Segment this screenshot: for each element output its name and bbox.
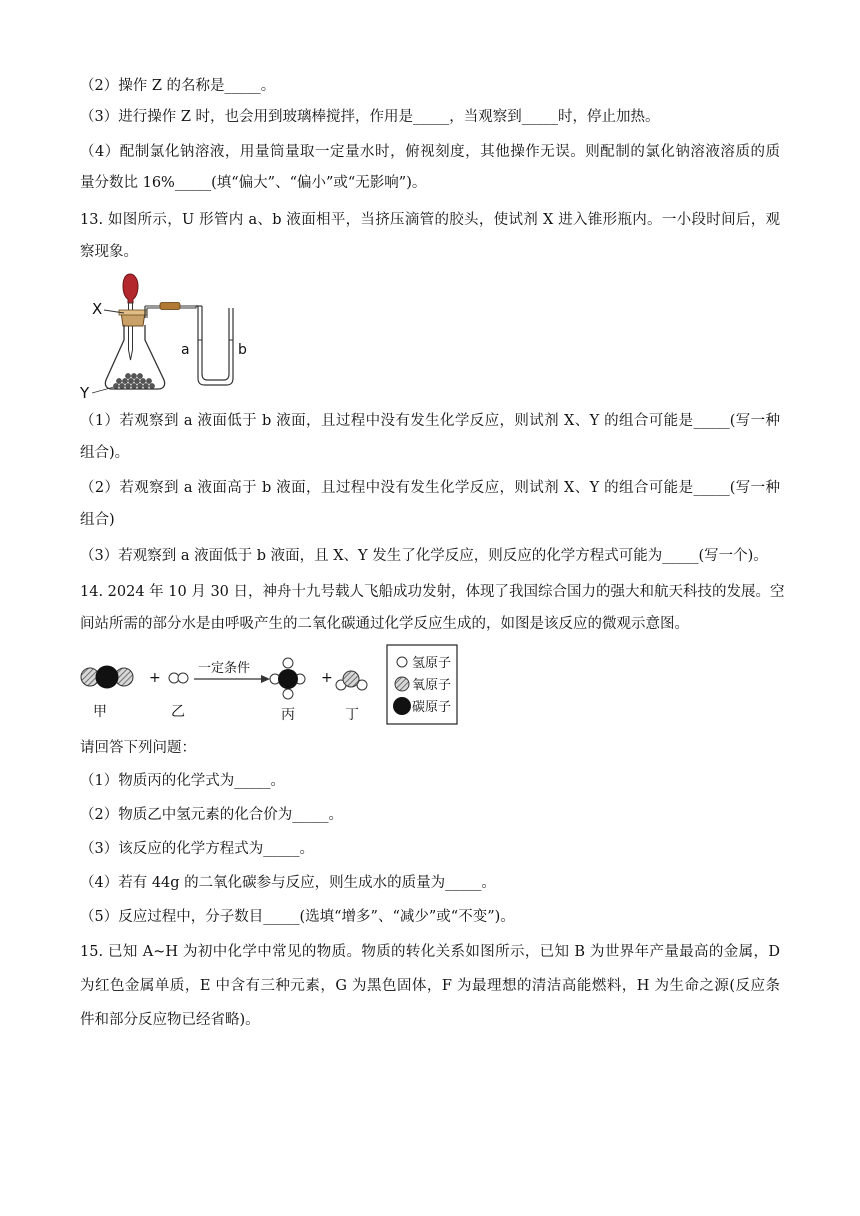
q13-part1-line1: （1）若观察到 a 液面低于 b 液面，且过程中没有发生化学反应，则试剂 X、Y 的组合可能是_____(写一种: [80, 413, 780, 429]
q14-stem-line1: 14. 2024 年 10 月 30 日，神舟十九号载人飞船成功发射，体现了我国综合国力的强大和航天科技的发展。空: [80, 584, 785, 600]
q13-part1-line2: 组合)。: [80, 445, 130, 461]
molecule-ding: [336, 671, 367, 690]
reaction-condition: 一定条件: [198, 661, 251, 676]
q14-part3: （3）该反应的化学方程式为_____。: [80, 841, 314, 857]
q14-part4: （4）若有 44g 的二氧化碳参与反应，则生成水的质量为_____。: [80, 875, 496, 891]
q14-part1: （1）物质丙的化学式为_____。: [80, 773, 285, 789]
label-yi: 乙: [171, 704, 185, 720]
reaction-micro-diagram: [78, 644, 462, 730]
q13-stem-line1: 13. 如图所示，U 形管内 a、b 液面相平，当挤压滴管的胶头，使试剂 X 进入锥形瓶内。一小段时间后，观: [80, 212, 780, 228]
label-y: Y: [80, 384, 90, 402]
label-jia: 甲: [93, 704, 107, 720]
q14-stem-line2: 间站所需的部分水是由呼吸产生的二氧化碳通过化学反应生成的，如图是该反应的微观示意图。: [80, 616, 689, 632]
q12-part4-line1: （4）配制氯化钠溶液，用量筒量取一定量水时，俯视刻度，其他操作无误。则配制的氯化钠溶液溶质的质: [80, 144, 780, 160]
oxygen-legend-icon: [395, 677, 409, 691]
q15-line1: 15. 已知 A~H 为初中化学中常见的物质。物质的转化关系如图所示，已知 B 为世界年产量最高的金属，D: [80, 944, 780, 960]
label-bing: 丙: [281, 707, 295, 723]
flask-u-tube-figure: [78, 268, 258, 404]
q15-line3: 件和部分反应物已经省略)。: [80, 1012, 260, 1028]
q12-part3: （3）进行操作 Z 时，也会用到玻璃棒搅拌，作用是_____，当观察到_____时，停止加热。: [80, 109, 660, 125]
q13-part2-line1: （2）若观察到 a 液面高于 b 液面，且过程中没有发生化学反应，则试剂 X、Y 的组合可能是_____(写一种: [80, 480, 780, 496]
hydrogen-legend-icon: [397, 657, 407, 667]
q13-part3: （3）若观察到 a 液面低于 b 液面，且 X、Y 发生了化学反应，则反应的化学方程式可能为_____(写一个)。: [80, 548, 768, 564]
legend-oxygen: 氧原子: [412, 678, 452, 693]
q12-part4-line2: 量分数比 16%_____(填“偏大”、“偏小”或“无影响”)。: [80, 175, 427, 191]
molecule-yi: [169, 673, 188, 683]
label-b: b: [238, 342, 247, 358]
plus-sign-2: +: [321, 670, 333, 686]
carbon-legend-icon: [393, 697, 411, 715]
q13-part2-line2: 组合): [80, 512, 115, 528]
legend-hydrogen: 氢原子: [412, 656, 452, 671]
q14-prompt: 请回答下列问题：: [80, 740, 196, 756]
plus-sign-1: +: [149, 670, 161, 686]
label-ding: 丁: [345, 707, 359, 723]
legend-carbon: 碳原子: [412, 700, 452, 715]
molecule-bing: [270, 658, 305, 699]
q14-part5: （5）反应过程中，分子数目_____(选填“增多”、“减少”或“不变”)。: [80, 909, 515, 925]
label-a: a: [181, 342, 190, 358]
molecule-jia: [81, 666, 133, 688]
q12-part2: （2）操作 Z 的名称是_____。: [80, 78, 276, 94]
q15-line2: 为红色金属单质，E 中含有三种元素，G 为黑色固体，F 为最理想的清洁高能燃料，H 为生命之源(反应条: [80, 978, 780, 994]
label-x: X: [92, 300, 103, 318]
q14-part2: （2）物质乙中氢元素的化合价为_____。: [80, 807, 343, 823]
q13-stem-line2: 察现象。: [80, 244, 138, 260]
